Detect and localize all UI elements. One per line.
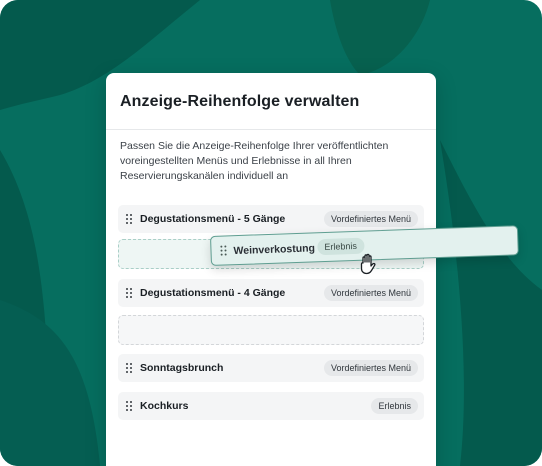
display-order-dialog (106, 73, 436, 466)
drag-handle-icon[interactable] (126, 401, 132, 411)
list-item[interactable] (118, 205, 424, 233)
item-type-badge: Vordefiniertes Menü (324, 360, 418, 376)
divider (106, 129, 436, 130)
item-type-badge: Erlebnis (371, 398, 418, 414)
item-name: Kochkurs (140, 400, 189, 412)
item-type-badge: Vordefiniertes Menü (324, 211, 418, 227)
list-item[interactable] (118, 392, 424, 420)
list-item[interactable] (118, 279, 424, 307)
list-item[interactable] (118, 354, 424, 382)
item-type-badge: Erlebnis (317, 238, 364, 256)
drag-handle-icon[interactable] (126, 363, 132, 373)
dialog-description: Passen Sie die Anzeige-Reihenfolge Ihrer veröffentlichten voreingestellten Menüs und Erlebnisse in all Ihren Reservierungskanälen individuell an (120, 140, 389, 182)
drag-handle-icon[interactable] (126, 288, 132, 298)
empty-slot (118, 315, 424, 345)
drag-handle-icon[interactable] (126, 214, 132, 224)
grab-hand-cursor-icon (356, 251, 382, 277)
drag-handle-icon[interactable] (220, 245, 226, 255)
dialog-title: Anzeige-Reihenfolge verwalten (120, 93, 360, 110)
item-name: Weinverkostung (233, 242, 316, 258)
item-name: Sonntagsbrunch (140, 362, 224, 374)
item-name: Degustationsmenü - 4 Gänge (140, 287, 286, 299)
item-type-badge: Vordefiniertes Menü (324, 285, 418, 301)
item-name: Degustationsmenü - 5 Gänge (140, 213, 286, 225)
